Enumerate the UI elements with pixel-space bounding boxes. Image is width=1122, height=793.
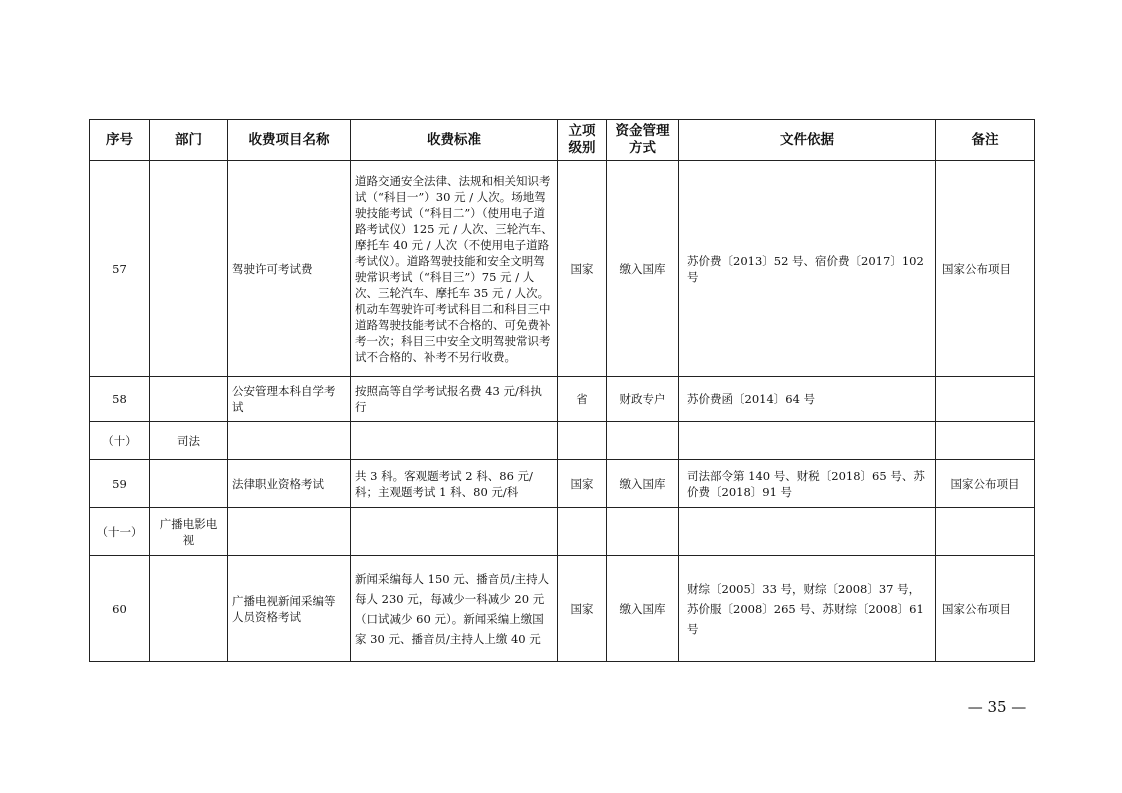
row-basis: 苏价费〔2013〕52 号、宿价费〔2017〕102 号 bbox=[679, 161, 936, 377]
empty-cell bbox=[228, 508, 351, 556]
empty-cell bbox=[558, 422, 607, 460]
header-dept: 部门 bbox=[150, 120, 228, 161]
row-fund: 缴入国库 bbox=[607, 161, 679, 377]
row-seq: 60 bbox=[90, 556, 150, 662]
row-dept bbox=[150, 460, 228, 508]
row-dept bbox=[150, 161, 228, 377]
row-level: 国家 bbox=[558, 161, 607, 377]
table-row bbox=[90, 377, 1035, 422]
section-seq: （十） bbox=[90, 422, 150, 460]
table-row bbox=[90, 460, 1035, 508]
empty-cell bbox=[607, 422, 679, 460]
page-number: — 35 — bbox=[967, 698, 1027, 716]
row-name: 公安管理本科自学考试 bbox=[228, 377, 351, 422]
row-fund: 缴入国库 bbox=[607, 460, 679, 508]
header-basis: 文件依据 bbox=[679, 120, 936, 161]
empty-cell bbox=[679, 422, 936, 460]
empty-cell bbox=[679, 508, 936, 556]
row-fund: 缴入国库 bbox=[607, 556, 679, 662]
empty-cell bbox=[936, 422, 1035, 460]
header-level: 立项级别 bbox=[558, 120, 607, 161]
row-name: 驾驶许可考试费 bbox=[228, 161, 351, 377]
section-dept: 司法 bbox=[150, 422, 228, 460]
row-basis: 财综〔2005〕33 号，财综〔2008〕37 号，苏价服〔2008〕265 号、苏财综〔2008〕61 号 bbox=[679, 556, 936, 662]
section-dept: 广播电影电视 bbox=[150, 508, 228, 556]
row-dept bbox=[150, 377, 228, 422]
empty-cell bbox=[558, 508, 607, 556]
row-standard: 共 3 科。客观题考试 2 科、86 元/科；主观题考试 1 科、80 元/科 bbox=[351, 460, 558, 508]
empty-cell bbox=[351, 508, 558, 556]
empty-cell bbox=[351, 422, 558, 460]
row-name: 广播电视新闻采编等人员资格考试 bbox=[228, 556, 351, 662]
header-seq: 序号 bbox=[90, 120, 150, 161]
row-level: 国家 bbox=[558, 556, 607, 662]
row-basis: 司法部令第 140 号、财税〔2018〕65 号、苏价费〔2018〕91 号 bbox=[679, 460, 936, 508]
fee-table bbox=[89, 119, 1035, 662]
row-seq: 57 bbox=[90, 161, 150, 377]
row-fund: 财政专户 bbox=[607, 377, 679, 422]
row-standard: 新闻采编每人 150 元、播音员/主持人每人 230 元，每减少一科减少 20 元（口试减少 60 元）。新闻采编上缴国家 30 元、播音员/主持人上缴 40 元 bbox=[351, 556, 558, 662]
header-fund: 资金管理方式 bbox=[607, 120, 679, 161]
table-header-row bbox=[90, 120, 1035, 161]
row-note: 国家公布项目 bbox=[936, 161, 1035, 377]
row-note bbox=[936, 377, 1035, 422]
header-standard: 收费标准 bbox=[351, 120, 558, 161]
row-dept bbox=[150, 556, 228, 662]
row-standard: 按照高等自学考试报名费 43 元/科执行 bbox=[351, 377, 558, 422]
empty-cell bbox=[607, 508, 679, 556]
row-note: 国家公布项目 bbox=[936, 460, 1035, 508]
empty-cell bbox=[228, 422, 351, 460]
table-row bbox=[90, 161, 1035, 377]
section-seq: （十一） bbox=[90, 508, 150, 556]
row-standard: 道路交通安全法律、法规和相关知识考试（“科目一”）30 元 / 人次。场地驾驶技能考试（“科目二”）（使用电子道路考试仪）125 元 / 人次、三轮汽车、摩托车 40 元 / 人次（不使用电子道路考试仪）。道路驾驶技能和安全文明驾驶常识考试（“科目三”）75 元 / 人次、三轮汽车、摩托车 35 元 / 人次。机动车驾驶许可考试科目二和科目三中道路驾驶技能考试不合格的、可免费补考一次；科目三中安全文明驾驶常识考试不合格的、补考不另行收费。 bbox=[351, 161, 558, 377]
row-level: 国家 bbox=[558, 460, 607, 508]
row-seq: 59 bbox=[90, 460, 150, 508]
row-seq: 58 bbox=[90, 377, 150, 422]
table-row bbox=[90, 556, 1035, 662]
row-level: 省 bbox=[558, 377, 607, 422]
section-row bbox=[90, 422, 1035, 460]
row-note: 国家公布项目 bbox=[936, 556, 1035, 662]
row-name: 法律职业资格考试 bbox=[228, 460, 351, 508]
header-note: 备注 bbox=[936, 120, 1035, 161]
empty-cell bbox=[936, 508, 1035, 556]
section-row bbox=[90, 508, 1035, 556]
header-name: 收费项目名称 bbox=[228, 120, 351, 161]
row-basis: 苏价费函〔2014〕64 号 bbox=[679, 377, 936, 422]
